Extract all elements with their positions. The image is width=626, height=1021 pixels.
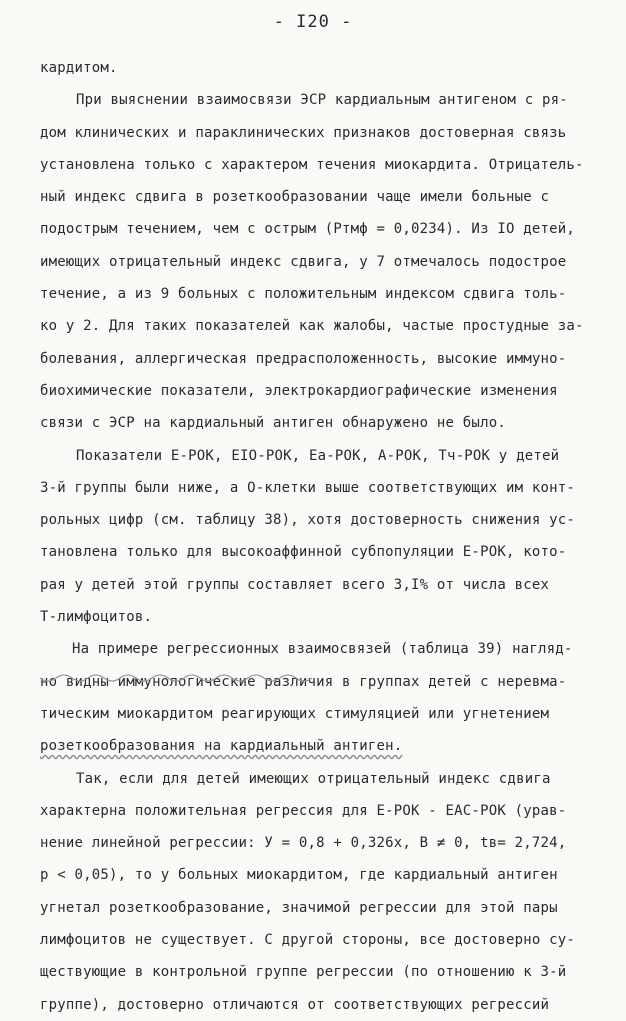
text-line: связи с ЭСР на кардиальный антиген обнаружено не было. [40,415,506,432]
text-line: угнетал розеткообразование, значимой регрессии для этой пары [40,899,558,916]
text-line: Показатели Е-РОК, EIO-РОК, Ea-РОК, А-РОК, Tч-РОК у детей [76,447,560,464]
text-line: тановлена только для высокоаффинной субпопуляции Е-РОК, кото- [40,544,567,561]
text-line: подострым течением, чем с острым (Pтмф = 0,0234). Из IO детей, [40,221,575,238]
text-line: тическим миокардитом реагирующих стимуляцией или угнетением [40,705,550,722]
text-line: 3-й группы были ниже, а О-клетки выше соответствующих им конт- [40,479,575,496]
text-line: Так, если для детей имеющих отрицательный индекс сдвига [76,770,551,787]
text-line: но видны иммунологические различия в группах детей с неревма- [40,673,567,690]
text-line: рольных цифр (см. таблицу 38), хотя достоверность снижения ус- [40,512,575,529]
page-number: - I20 - [273,12,353,32]
text-line: розеткообразования на кардиальный антиген. [40,738,403,755]
body-text [40,52,592,1021]
text-line: лимфоцитов не существует. С другой стороны, все достоверно су- [40,932,575,949]
text-line: p < 0,05), то у больных миокардитом, где кардиальный антиген [40,867,558,884]
text-line: болевания, аллергическая предрасположенность, высокие иммуно- [40,350,567,367]
text-line: ный индекс сдвига в розеткообразовании чаще имели больные с [40,189,550,206]
text-line: ществующие в контрольной группе регрессии (по отношению к 3-й [40,964,567,981]
text-line: установлена только с характером течения миокардита. Отрицатель- [40,156,584,173]
text-line: биохимические показатели, электрокардиографические изменения [40,382,558,399]
text-line: При выяснении взаимосвязи ЭСР кардиальным антигеном с ря- [76,92,568,109]
text-line: рая у детей этой группы составляет всего 3,I% от числа всех [40,576,550,593]
text-line: дом клинических и параклинических признаков достоверная связь [40,124,567,141]
text-line: группе), достоверно отличаются от соответствующих регрессий [40,996,550,1013]
text-line: характерна положительная регрессия для Е-РОК - ЕАС-РОК (урав- [40,802,567,819]
handwritten-wavy-mark [40,672,560,692]
text-line: имеющих отрицательный индекс сдвига, у 7 отмечалось подострое [40,253,567,270]
text-line: Т-лимфоцитов. [40,609,153,626]
text-line: нение линейной регрессии: У = 0,8 + 0,326x, B ≠ 0, tв= 2,724, [40,835,567,852]
text-line: ко у 2. Для таких показателей как жалобы, частые простудные за- [40,318,584,335]
text-line: На примере регрессионных взаимосвязей (таблица 39) нагляд- [72,641,573,658]
text-line: кардитом. [40,60,118,76]
text-line: течение, а из 9 больных с положительным индексом сдвига толь- [40,286,567,303]
